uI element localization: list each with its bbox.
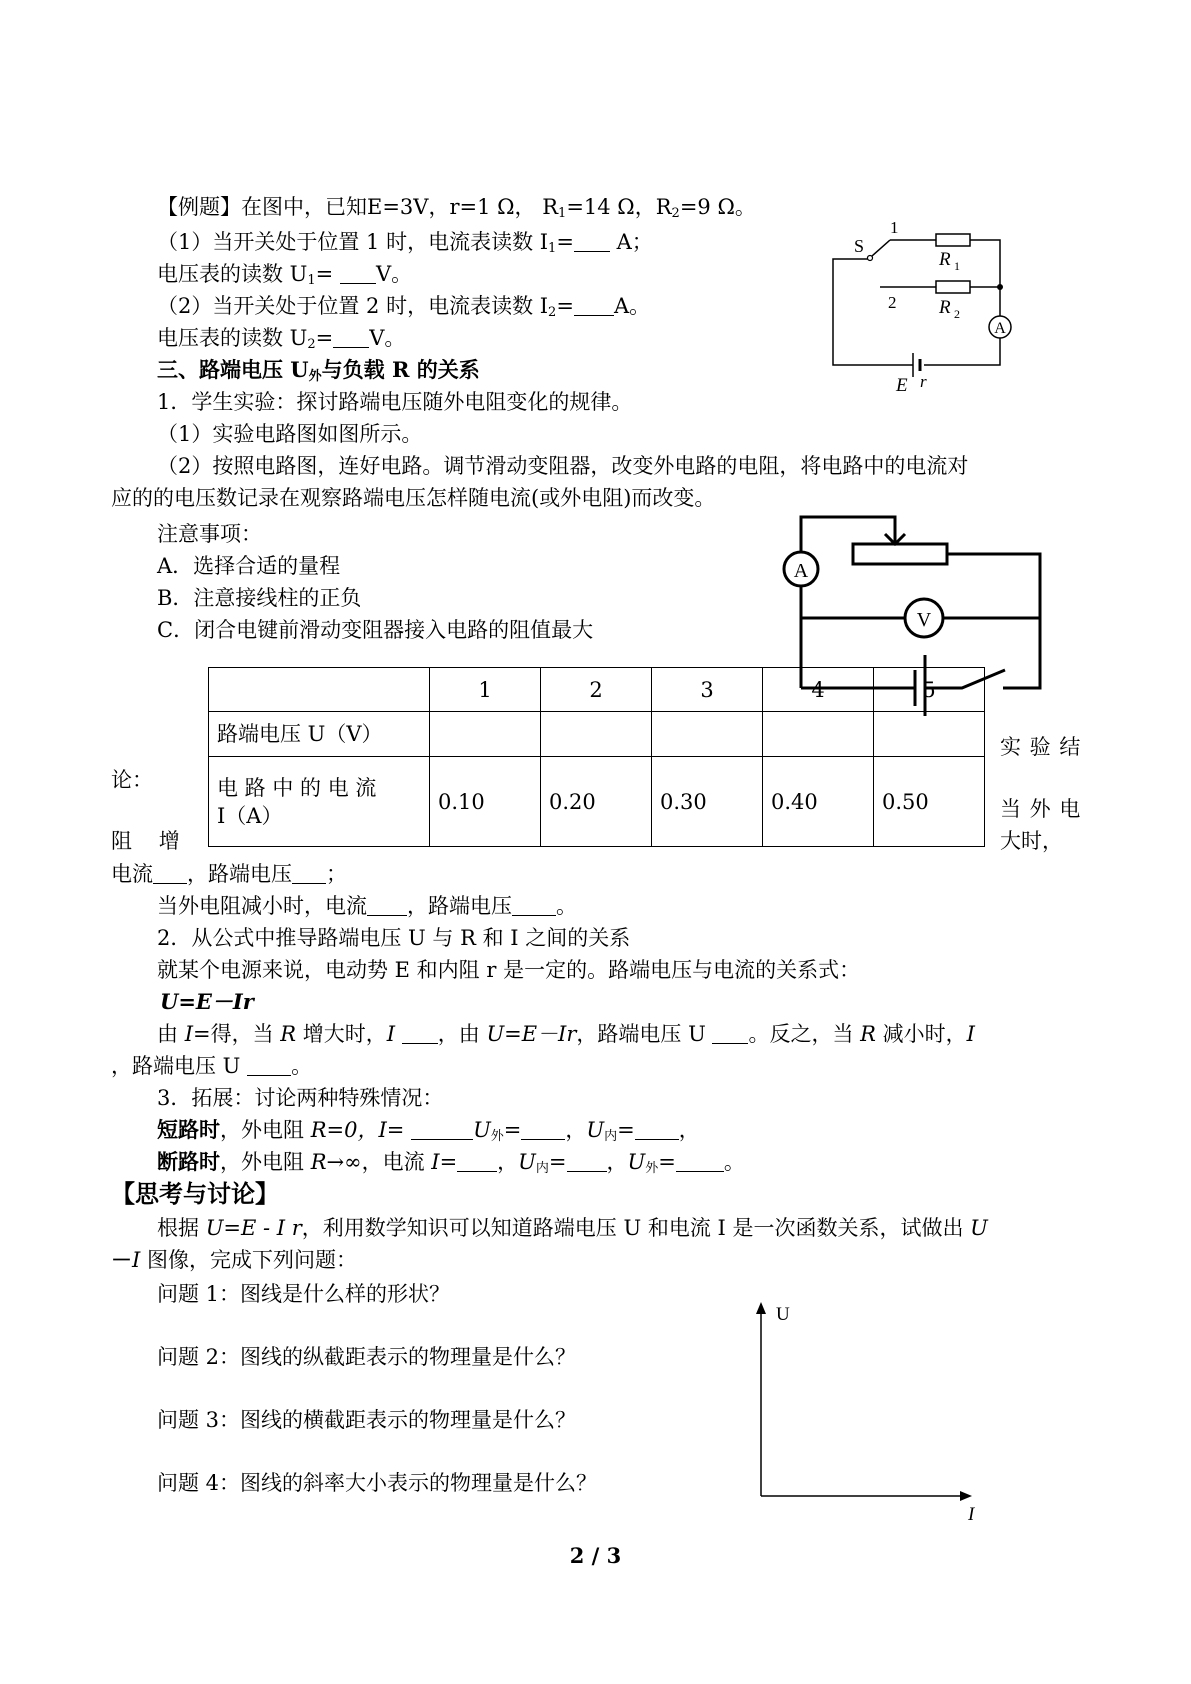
experiment-step-1: （1）实验电路图如图所示。 (157, 422, 423, 446)
answer-blank[interactable] (574, 231, 610, 252)
voltage-cell[interactable] (541, 712, 652, 757)
u-i-axes (740, 1300, 990, 1530)
example-intro: 【例题】在图中，已知E=3V，r=1 Ω， $R_1=14$ Ω，$R_2=9$ Ω。 (157, 195, 756, 221)
answer-blank[interactable] (521, 1119, 565, 1140)
current-cell: 0.50 (874, 757, 985, 847)
page-number: 2 / 3 (569, 1543, 622, 1568)
voltage-cell[interactable] (430, 712, 541, 757)
r2-label: R (939, 297, 951, 318)
answer-blank[interactable] (574, 295, 614, 316)
notes-title: 注意事项： (157, 522, 262, 546)
example-q1: （1）当开关处于位置 1 时，电流表读数 $I_1= A$； (157, 230, 653, 256)
row-label-voltage: 路端电压 U（V） (209, 712, 430, 757)
table-header-row: 1 2 3 4 5 (209, 668, 985, 712)
conclusion-label: 实 验 结 (1000, 735, 1082, 759)
formula: U=E－Ir (160, 989, 254, 1014)
discussion-paragraph-cont: －I 图像，完成下列问题： (111, 1247, 357, 1272)
axis-i-label: I (968, 1504, 975, 1525)
answer-blank[interactable] (367, 895, 407, 916)
experiment-step-2: （2）按照电路图，连好电路。调节滑动变阻器，改变外电路的电阻，将电路中的电流对 (157, 454, 969, 478)
answer-blank[interactable] (153, 863, 187, 884)
part2-derivation: 由 I=得，当 R 增大时，I ，由 U=E－Ir，路端电压 U 。反之，当 R 减小时，I (157, 1022, 975, 1046)
current-cell: 0.10 (430, 757, 541, 847)
discussion-heading: 【思考与讨论】 (111, 1179, 279, 1208)
answer-blank[interactable] (333, 327, 369, 348)
answer-blank[interactable] (457, 1151, 497, 1172)
open-circuit-line: 断路时，外电阻 R→∞，电流 I= ，$U_内=$ ，$U_外=$ 。 (157, 1149, 745, 1176)
table-row-current (209, 757, 985, 847)
answer-blank[interactable] (402, 1023, 438, 1044)
question-3: 问题 3：图线的横截距表示的物理量是什么？ (157, 1408, 577, 1432)
answer-blank[interactable] (567, 1151, 607, 1172)
answer-blank[interactable] (676, 1151, 724, 1172)
conclusion-text: 大时， (1000, 829, 1063, 853)
switch-label: S (854, 236, 865, 256)
section-heading: 三、路端电压 $U_外$与负载 R 的关系 (157, 357, 480, 384)
svg-text:2: 2 (954, 307, 960, 321)
conclusion-increase: 电流 ，路端电压 ； (111, 862, 347, 886)
question-2: 问题 2：图线的纵截距表示的物理量是什么？ (157, 1345, 577, 1369)
note-c: C．闭合电键前滑动变阻器接入电路的阻值最大 (157, 618, 594, 642)
answer-blank[interactable] (292, 863, 326, 884)
example-q2: （2）当开关处于位置 2 时，电流表读数 $I_2= A$。 (157, 294, 651, 320)
ammeter-icon: A (793, 560, 809, 582)
conclusion-colon: 论： (111, 768, 153, 792)
part3-title: 3．拓展：讨论两种特殊情况： (157, 1086, 444, 1110)
short-circuit-line: 短路时，外电阻 R=0，$I= U_外=$ ，$U_内=$ ， (157, 1117, 700, 1144)
answer-blank[interactable] (712, 1023, 748, 1044)
example-q1-voltage: 电压表的读数 $U_1= V$。 (157, 262, 413, 288)
experiment-step-2-cont: 应的的电压数记录在观察路端电压怎样随电流(或外电阻)而改变。 (111, 486, 716, 510)
question-4: 问题 4：图线的斜率大小表示的物理量是什么？ (157, 1471, 598, 1495)
answer-blank[interactable] (247, 1055, 291, 1076)
current-cell: 0.20 (541, 757, 652, 847)
current-cell: 0.30 (652, 757, 763, 847)
answer-blank[interactable] (512, 895, 556, 916)
part2-title: 2．从公式中推导路端电压 U 与 R 和 I 之间的关系 (157, 926, 631, 950)
svg-text:1: 1 (954, 259, 960, 273)
circuit-diagram-1 (820, 220, 1020, 395)
part2-text: 就某个电源来说，电动势 E 和内阻 r 是一定的。路端电压与电流的关系式： (157, 958, 861, 982)
voltmeter-icon: V (916, 609, 932, 631)
discussion-paragraph: 根据 U=E - I r，利用数学知识可以知道路端电压 U 和电流 I 是一次函数关系，试做出 U (157, 1216, 988, 1240)
circuit-diagram-2 (775, 510, 1045, 725)
r1-label: R (939, 249, 951, 270)
voltage-cell[interactable] (652, 712, 763, 757)
conclusion-text: 当 外 电 (1000, 797, 1082, 821)
row-label-current: 电 路 中 的 电 流 I（A） (209, 757, 430, 847)
example-q2-voltage: 电压表的读数 $U_2= V$。 (157, 326, 406, 352)
answer-blank[interactable] (635, 1119, 679, 1140)
part2-derivation-cont: ，路端电压 U 。 (111, 1054, 313, 1078)
note-b: B．注意接线柱的正负 (157, 586, 362, 610)
position-1-label: 1 (890, 218, 899, 237)
emf-label: E (896, 375, 908, 396)
x-axis-arrow-icon (960, 1491, 972, 1501)
position-2-label: 2 (888, 293, 897, 312)
conclusion-text: 阻 增 (111, 829, 180, 853)
current-cell: 0.40 (763, 757, 874, 847)
internal-resistance-label: r (920, 372, 927, 391)
y-axis-arrow-icon (756, 1302, 766, 1314)
answer-blank[interactable] (340, 263, 376, 284)
answer-blank[interactable] (411, 1119, 473, 1140)
ammeter-icon: A (994, 320, 1006, 337)
experiment-title: 1．学生实验：探讨路端电压随外电阻变化的规律。 (157, 390, 633, 414)
note-a: A．选择合适的量程 (157, 554, 341, 578)
axis-u-label: U (776, 1304, 790, 1325)
question-1: 问题 1：图线是什么样的形状？ (157, 1282, 451, 1306)
conclusion-decrease: 当外电阻减小时，电流 ，路端电压 。 (157, 894, 577, 918)
